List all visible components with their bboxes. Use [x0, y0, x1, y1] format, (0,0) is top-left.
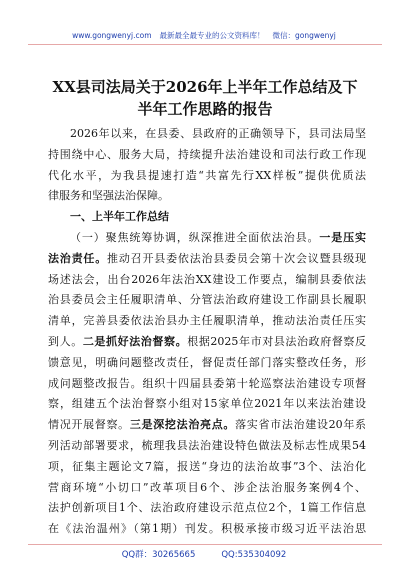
- title-line-1: XX县司法局关于2026年上半年工作总结及下: [52, 78, 358, 96]
- paragraph-line: 律服务和坚强法治保障。: [48, 189, 169, 203]
- qq-number: QQ:535304092: [221, 550, 287, 560]
- paragraph-line: 代化水平，为我县提速打造“共富先行XX样板”提供优质法: [48, 168, 366, 182]
- point-title: 法治责任。: [48, 251, 108, 265]
- paragraph-line: 项，征集主题论文7篇，报送“身边的法治故事”3个、法治化: [48, 459, 366, 473]
- paragraph-line: 持围绕中心、服务大局，持续提升法治建设和司法行政工作现: [48, 147, 366, 161]
- paragraph-line: 列活动部署要求，梳理我县法治建设特色做法及标志性成果54: [48, 438, 366, 452]
- paragraph-line: 法治责任。推动召开县委依法治县委员会第十次会议暨县级现: [48, 251, 366, 265]
- qq-group: QQ群：30265665: [121, 550, 196, 560]
- paragraph-line: 情况开展督察。三是深挖法治亮点。落实省市法治建设20年系: [48, 418, 366, 432]
- page-header: [0, 30, 408, 41]
- point-title: 三是深挖法治亮点。: [129, 418, 236, 432]
- title-line-2: 半年工作思路的报告: [137, 100, 273, 118]
- section-heading: 一、上半年工作总结: [70, 210, 169, 224]
- paragraph-line: 到人。二是抓好法治督察。根据2025年市对县法治政府督察反: [48, 334, 366, 348]
- paragraph-line: 察，组建五个法治督察小组对15家单位2021年以来法治建设: [48, 397, 366, 411]
- paragraph-line: 成问题整改报告。组织十四届县委第十轮巡察法治建设专项督: [48, 376, 366, 390]
- paragraph-line: 法护创新项目1个、法治政府建设示范点位2个，1篇工作信息: [48, 501, 366, 515]
- paragraph-line: 在《法治温州》（第1期）刊发。积极承接市级习近平法治思: [48, 522, 366, 536]
- footer-divider: [28, 544, 382, 545]
- subsection-heading: （一）聚焦统筹协调，纵深推进全面依法治县。: [70, 230, 320, 244]
- paragraph-line: [48, 228, 366, 249]
- document-title: [34, 76, 376, 120]
- document-body: [48, 124, 366, 540]
- site-url[interactable]: www.gongwenyj.com: [72, 31, 152, 40]
- wechat-id: 微信：gongwenyj: [272, 31, 336, 40]
- paragraph-line: 馈意见，明确问题整改责任，督促责任部门落实整改任务，形: [48, 355, 366, 369]
- paragraph-line: 营商环境“小切口”改革项目6个、涉企法治服务案例4个、: [48, 480, 366, 494]
- paragraph-line: 2026年以来，在县委、县政府的正确领导下，县司法局坚: [70, 127, 366, 140]
- paragraph-line: 场述法会，出台2026年法治XX建设工作要点，编制县委依法: [48, 272, 366, 286]
- point-title: 一是压实: [319, 230, 366, 244]
- page-footer: [0, 548, 408, 560]
- site-slogan: 最新最全最专业的公文资料库！: [159, 31, 265, 40]
- point-title: 二是抓好法治督察。: [82, 334, 188, 348]
- header-divider: [28, 44, 382, 45]
- paragraph-line: 清单，完善县委依法治县办主任履职清单，推动法治责任压实: [48, 314, 366, 328]
- paragraph-line: 治县委员会主任履职清单、分管法治政府建设工作副县长履职: [48, 293, 366, 307]
